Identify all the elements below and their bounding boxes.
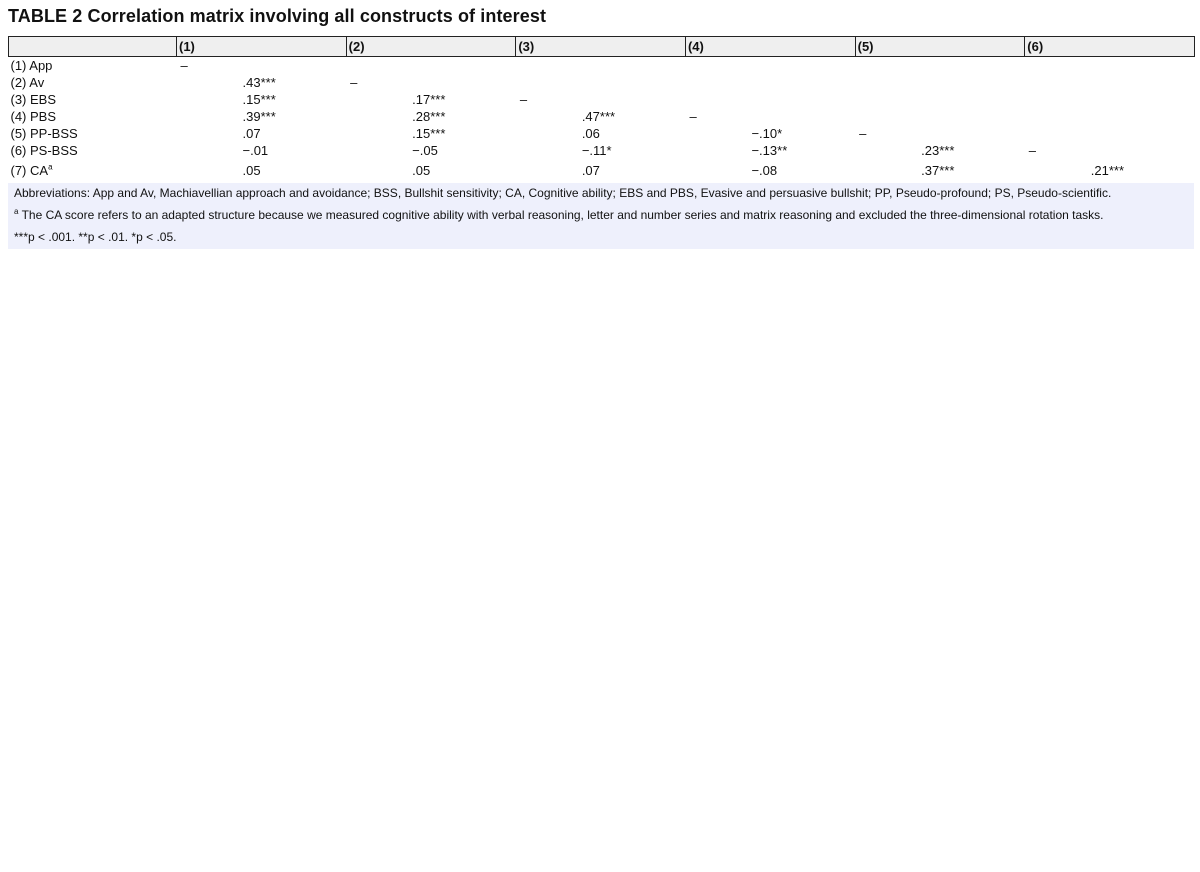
row-label-text: (6) PS-BSS (10, 143, 78, 158)
table-cell (516, 159, 686, 181)
table-cell (685, 91, 855, 108)
header-corner (9, 37, 177, 57)
column-header: (5) (855, 37, 1025, 57)
cell-value: – (519, 92, 528, 107)
table-row (9, 108, 1195, 125)
table-row (9, 74, 1195, 91)
table-cell (516, 91, 686, 108)
cell-value: .43*** (242, 75, 276, 90)
cell-value: .37*** (921, 162, 955, 178)
cell-value: .06 (581, 126, 600, 141)
table-cell (346, 125, 516, 142)
table-cell (516, 108, 686, 125)
row-label-text: (4) PBS (10, 109, 57, 124)
row-label (9, 74, 177, 91)
cell-value: .15*** (242, 92, 276, 107)
cell-value: .17*** (412, 92, 446, 107)
table-cell (177, 125, 347, 142)
cell-value: −.08 (751, 162, 778, 178)
significance-note: ***p < .001. **p < .01. *p < .05. (14, 230, 177, 244)
table-cell (346, 74, 516, 91)
cell-value: .47*** (581, 109, 616, 124)
table-cell (855, 108, 1025, 125)
row-label-text: (7) CA (10, 162, 49, 178)
table-cell (855, 91, 1025, 108)
table-row (9, 159, 1195, 181)
row-label (9, 142, 177, 159)
table-cell (1025, 159, 1195, 181)
table-notes (8, 183, 1194, 249)
table-cell (685, 108, 855, 125)
table-cell (1025, 125, 1195, 142)
table-cell (516, 57, 686, 75)
table-cell (855, 159, 1025, 181)
cell-value: – (859, 126, 867, 141)
table-cell (177, 74, 347, 91)
cell-value: .28*** (412, 109, 446, 124)
table-cell (685, 125, 855, 142)
table-cell (855, 142, 1025, 159)
footnote-mark: a (14, 207, 19, 216)
cell-value: – (350, 75, 358, 90)
table-cell (177, 159, 347, 181)
table-cell (177, 57, 347, 75)
column-header: (6) (1025, 37, 1195, 57)
cell-value: .05 (412, 162, 431, 178)
table-cell (346, 108, 516, 125)
table-cell (1025, 142, 1195, 159)
table-cell (855, 74, 1025, 91)
abbreviations-note: Abbreviations: App and Av, Machiavellian approach and avoidance; BSS, Bullshit sensitivity; CA, Cognitive ability; EBS and PBS, Evasive and persuasive bullshit; PP, Pseudo-profound; PS, Pseudo-scientific. (14, 186, 1112, 200)
cell-value: .23*** (921, 143, 955, 158)
table-cell (685, 57, 855, 75)
footnote-a (14, 207, 1188, 223)
table-cell (685, 159, 855, 181)
table-cell (516, 74, 686, 91)
table-cell (685, 74, 855, 91)
cell-value: – (689, 109, 697, 124)
table-title: TABLE 2 Correlation matrix involving all constructs of interest (8, 6, 547, 26)
correlation-table (8, 36, 1195, 181)
cell-value: −.13** (751, 143, 788, 158)
column-header: (2) (346, 37, 516, 57)
table-cell (346, 142, 516, 159)
table-cell (1025, 91, 1195, 108)
cell-value: .39*** (242, 109, 276, 124)
column-header: (3) (516, 37, 686, 57)
table-cell (855, 125, 1025, 142)
row-label-footnote-mark: a (48, 162, 53, 172)
table-cell (685, 142, 855, 159)
table-cell (177, 91, 347, 108)
table-row (9, 125, 1195, 142)
cell-value: −.10* (751, 126, 783, 141)
cell-value: .07 (581, 162, 600, 178)
table-cell (177, 108, 347, 125)
cell-value: −.11* (581, 143, 612, 158)
table-row (9, 91, 1195, 108)
cell-value: .05 (242, 162, 261, 178)
table-row (9, 142, 1195, 159)
table-cell (1025, 74, 1195, 91)
row-label (9, 91, 177, 108)
table-cell (346, 91, 516, 108)
footnote-text: The CA score refers to an adapted structure because we measured cognitive ability with verbal reasoning, letter and number series and matrix reasoning and excluded the three-dimensional rotation tasks. (18, 208, 1104, 222)
table-header-row (9, 37, 1195, 57)
row-label-text: (2) Av (10, 75, 45, 90)
table-cell (177, 142, 347, 159)
column-header: (4) (685, 37, 855, 57)
row-label (9, 159, 177, 181)
cell-value: – (180, 58, 188, 73)
table-cell (516, 142, 686, 159)
cell-value: −.01 (242, 143, 269, 158)
table-body (9, 57, 1195, 182)
row-label (9, 108, 177, 125)
column-header: (1) (177, 37, 347, 57)
row-label-text: (3) EBS (10, 92, 57, 107)
cell-value: .21*** (1090, 162, 1125, 178)
cell-value: – (1028, 143, 1037, 158)
cell-value: −.05 (412, 143, 438, 158)
cell-value: .07 (242, 126, 261, 141)
table-cell (855, 57, 1025, 75)
row-label-text: (5) PP-BSS (10, 126, 78, 141)
row-label (9, 125, 177, 142)
cell-value: .15*** (412, 126, 446, 141)
table-cell (1025, 57, 1195, 75)
row-label (9, 57, 177, 75)
correlation-table-container (8, 36, 1194, 249)
table-cell (346, 159, 516, 181)
row-label-text: (1) App (10, 58, 53, 73)
table-cell (1025, 108, 1195, 125)
table-row (9, 57, 1195, 75)
table-cell (516, 125, 686, 142)
table-cell (346, 57, 516, 75)
